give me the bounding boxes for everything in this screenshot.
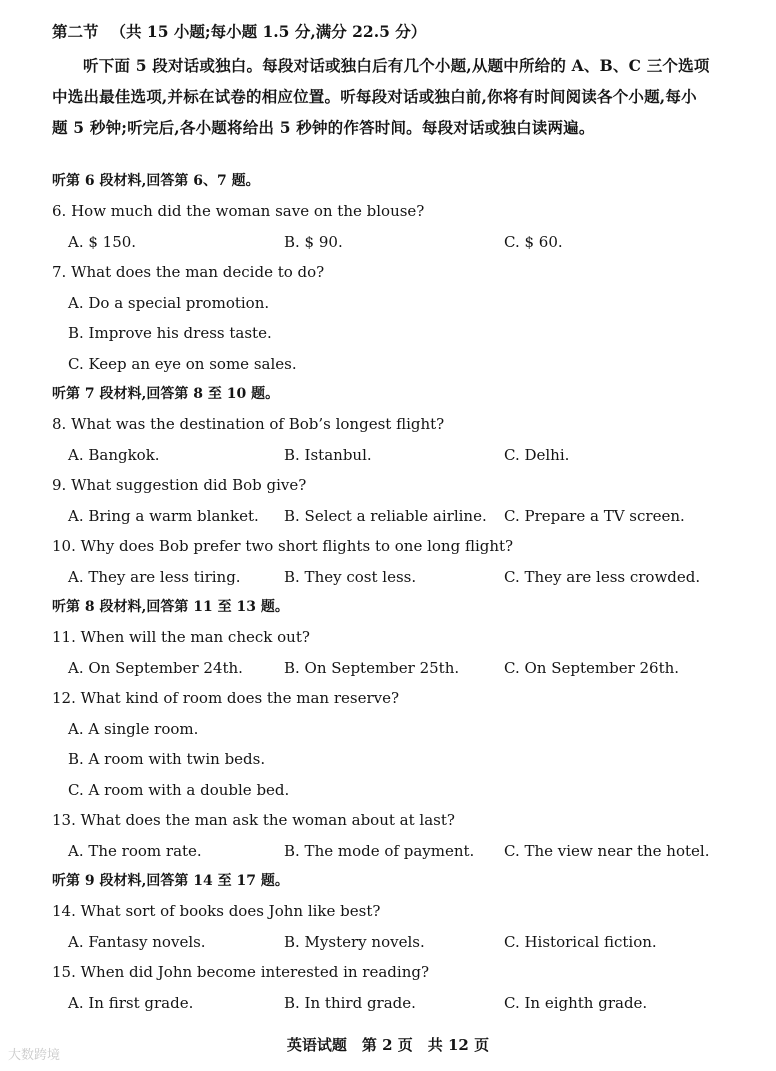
question-stem: 8. What was the destination of Bob’s longest flight?	[52, 415, 445, 433]
question-block	[52, 166, 732, 1018]
answer-option: C. $ 60.	[504, 232, 563, 251]
answer-option: C. Keep an eye on some sales.	[68, 354, 297, 373]
question-stem: 12. What kind of room does the man reserve?	[52, 689, 400, 707]
question-stem: 13. What does the man ask the woman about at last?	[52, 811, 455, 829]
answer-option: A. Fantasy novels.	[68, 932, 206, 951]
group-heading: 听第 8 段材料,回答第 11 至 13 题。	[52, 599, 289, 615]
options-row	[52, 653, 732, 684]
answer-option: A. A single room.	[68, 719, 199, 738]
options-row	[52, 562, 732, 593]
answer-option: C. The view near the hotel.	[504, 841, 710, 860]
answer-option: B. The mode of payment.	[284, 841, 475, 860]
answer-option: A. Bring a warm blanket.	[68, 506, 259, 525]
answer-option: A. Do a special promotion.	[68, 293, 270, 312]
watermark-text: 大数跨境	[8, 1048, 61, 1063]
answer-option: C. A room with a double bed.	[68, 780, 290, 799]
answer-option: B. Improve his dress taste.	[68, 324, 272, 342]
answer-option: A. In first grade.	[68, 993, 194, 1012]
instructions-paragraph: 听下面 5 段对话或独白。每段对话或独白后有几个小题,从题中所给的 A、B、C 三个选项中选出最佳选项,并标在试卷的相应位置。听每段对话或独白前,你将有时间阅读各个小题,每小题 5 秒钟;听完后,各小题将给出 5 秒钟的作答时间。每段对话或独白读两遍。	[52, 56, 710, 137]
answer-option: B. On September 25th.	[284, 658, 460, 677]
answer-option: B. Mystery novels.	[284, 932, 425, 951]
answer-option: C. They are less crowded.	[504, 567, 701, 586]
answer-option: C. Prepare a TV screen.	[504, 506, 685, 525]
answer-option: B. Select a reliable airline.	[284, 506, 487, 525]
answer-option: A. $ 150.	[68, 232, 137, 251]
question-stem: 6. How much did the woman save on the blouse?	[52, 202, 425, 220]
question-stem: 15. When did John become interested in reading?	[52, 963, 429, 981]
answer-option: B. A room with twin beds.	[68, 750, 266, 768]
group-heading: 听第 6 段材料,回答第 6、7 题。	[52, 173, 260, 189]
options-row	[52, 988, 732, 1019]
answer-option: B. They cost less.	[284, 567, 417, 586]
answer-option: A. The room rate.	[68, 841, 202, 860]
answer-option: C. Historical fiction.	[504, 932, 657, 951]
section-title: 第二节	[52, 22, 99, 41]
options-row	[52, 501, 732, 532]
question-stem: 7. What does the man decide to do?	[52, 263, 325, 281]
answer-option: A. On September 24th.	[68, 658, 243, 677]
section-heading	[52, 20, 426, 42]
answer-option: A. They are less tiring.	[68, 567, 241, 586]
group-heading: 听第 9 段材料,回答第 14 至 17 题。	[52, 873, 289, 889]
section-spec: （共 15 小题;每小题 1.5 分,满分 22.5 分）	[110, 22, 427, 41]
options-row	[52, 836, 732, 867]
question-stem: 9. What suggestion did Bob give?	[52, 476, 307, 494]
answer-option: C. Delhi.	[504, 445, 570, 464]
options-row	[52, 440, 732, 471]
options-row	[52, 227, 732, 258]
question-stem: 11. When will the man check out?	[52, 628, 310, 646]
answer-option: B. $ 90.	[284, 232, 343, 251]
answer-option: B. Istanbul.	[284, 445, 372, 464]
question-stem: 10. Why does Bob prefer two short flights to one long flight?	[52, 537, 514, 555]
answer-option: C. On September 26th.	[504, 658, 680, 677]
question-stem: 14. What sort of books does John like best?	[52, 902, 381, 920]
group-heading: 听第 7 段材料,回答第 8 至 10 题。	[52, 386, 280, 402]
answer-option: C. In eighth grade.	[504, 993, 648, 1012]
answer-option: A. Bangkok.	[68, 445, 160, 464]
options-row	[52, 927, 732, 958]
page-footer: 英语试题 第 2 页 共 12 页	[286, 1036, 490, 1054]
answer-option: B. In third grade.	[284, 993, 416, 1012]
